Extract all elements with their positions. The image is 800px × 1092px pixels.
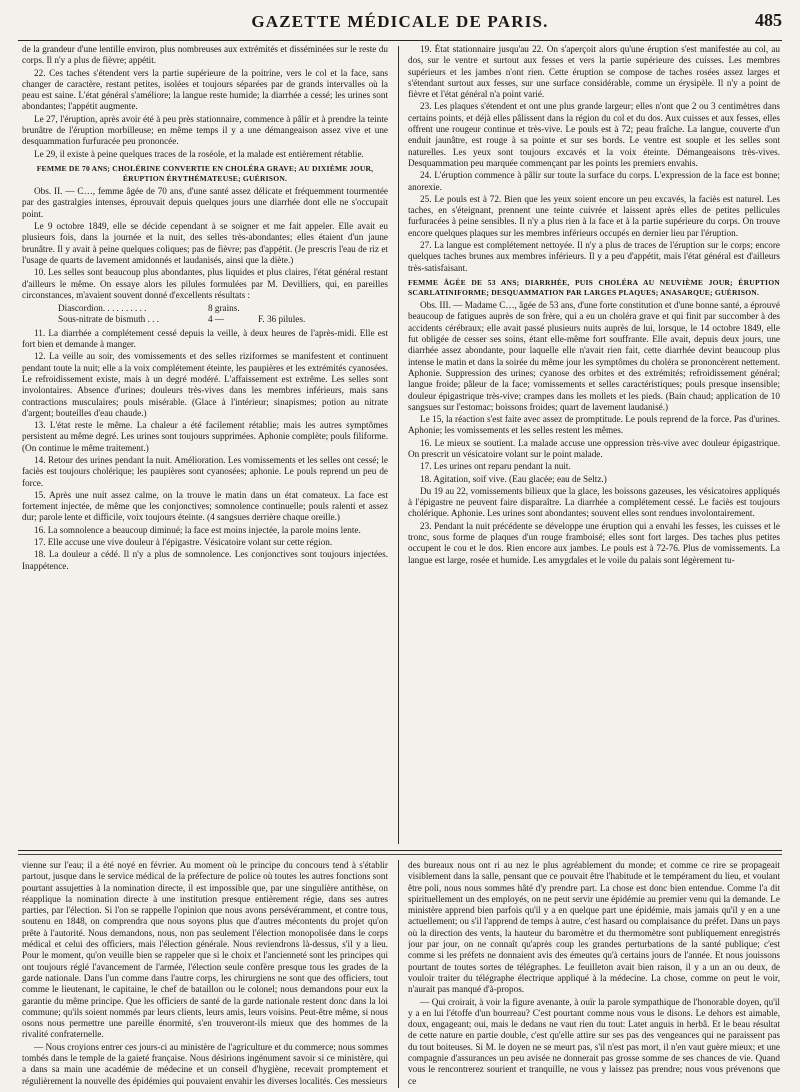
paragraph: 11. La diarrhée a complétement cessé depuis la veille, à deux heures de l'après-midi. Elle est fort bien et demande à manger. <box>22 327 388 350</box>
paragraph: 14. Retour des urines pendant la nuit. Amélioration. Les vomissements et les selles ont cessé; le faciès est toujours cholérique; les paupières sont cyanosées; aphonie. Le pouls reprend un peu de force. <box>22 454 388 488</box>
paragraph: — Qui croirait, à voir la figure avenante, à ouïr la parole sympathique de l'honorable doyen, qu'il y a en lui l'étoffe d'un bourreau? C'est pourtant comme nous vous le disons. Le dehors est aimable, doux, engageant; oui, mais le dedans ne vaut rien du tout: Latet anguis in herbâ. Et le beau résultat de cette nature en partie double, c'est qu'elle attire sur ses pas des vengeances qui ne paraissent pas du tout boiteuses. Si M. le doyen ne se meurt pas, s'il n'est pas mort, il n'en vaut guère mieux; et une compagnie d'assurances un peu avisée ne donnerait pas grosse somme de ses chances de vie. Quand vous le rencontrerez sourient et tranquille, ne vous y laissez pas prendre; nous vous prévenons que ce <box>408 996 780 1086</box>
paragraph: Le 29, il existe à peine quelques traces de la roséole, et la malade est entièrement rétablie. <box>34 148 364 159</box>
feuilleton-left-column <box>22 860 388 1086</box>
paragraph: 15. Après une nuit assez calme, on la trouve le matin dans un état comateux. La face est fortement injectée, de même que les conjonctives; somnolence continuelle; pouls ralenti et assez dur; parole lente et difficile, voix toujours éteinte. (4 sangsues derrière chaque oreille.) <box>22 489 388 523</box>
paragraph: Obs. II. — C…, femme âgée de 70 ans, d'une santé assez délicate et fréquemment tourmentée par des gastralgies intenses, éprouvait depuis quelques jours une diarrhée dont elle ne s'occupait point. <box>22 186 388 219</box>
paragraph: Obs. III. — Madame C…, âgée de 53 ans, d'une forte constitution et d'une bonne santé, a éprouvé beaucoup de fatigues auprès de son frère, qui a eu un choléra grave et qui finit par succomber à des accidents cérébraux; elle avait passé plusieurs nuits auprès de lui, lorsque, le 14 octobre 1849, elle fut obligée de cesser ses soins, étant elle-même fort souffrante. Elle avait, depuis deux jours, une diarrhée assez abondante, pour laquelle elle n'avait rien fait, cette diarrhée devint beaucoup plus intense le matin et dans la soirée du même jour les symptômes du choléra se prononcèrent nettement. Aphonie. Suppression des urines; cyanose des orbites et des extrémités; refroidissement général; langue froide; pâleur de la face; vomissements et selles caractéristiques; pouls presque insensible; douleur épigastrique très-vive; crampes dans les mollets et les pieds. (Bain chaud; application de 10 sangsues sur l'estomac; boissons froides; quart de lavement laudanisé.) <box>408 300 780 412</box>
left-column <box>22 44 388 844</box>
case-heading: FEMME ÂGÉE DE 53 ANS; DIARRHÉE, PUIS CHOLÉRA AU NEUVIÈME JOUR; ÉRUPTION SCARLATINIFORME; DESQUAMMATION PAR LARGES PLAQUES; ANASARQUE; GUÉRISON. <box>408 277 780 297</box>
feuilleton-separator <box>18 850 782 851</box>
column-divider <box>398 860 399 1088</box>
paragraph: 16. Le mieux se soutient. La malade accuse une oppression très-vive avec douleur épigastrique. On prescrit un vésicatoire volant sur le point malade. <box>408 437 780 459</box>
paragraph: Du 19 au 22, vomissements bilieux que la glace, les boissons gazeuses, les vésicatoires appliqués à l'épigastre ne peuvent faire disparaître. La diarrhée a complétement cessé. Le faciès est toujours cholérique. Aphonie. Les urines sont abondantes; souvent elles sont rendues involontairement. <box>408 485 780 519</box>
paragraph: 23. Pendant la nuit précédente se développe une éruption qui a envahi les fesses, les cuisses et le tronc, sous forme de plaques d'un rouge framboisé; elles sont fort larges. Des taches plus petites occupent le cou et le dos. Rien encore aux jambes. Le pouls est à 72-76. Plus de vomissements. La langue est large, rosée et humide. Les amygdales et le voile du palais sont légèrement tu- <box>408 520 780 565</box>
paragraph: 16. La somnolence a beaucoup diminué; la face est moins injectée, la parole moins lente. <box>34 524 361 535</box>
paragraph: 22. Ces taches s'étendent vers la partie supérieure de la poitrine, vers le col et la face, sans changer de caractère, restant petites, isolées et toujours séparées par de grands intervalles où la peau est saine. L'état général s'améliore; la langue reste humide; la diarrhée a cessé; les urines sont abondantes; l'appétit augmente. <box>22 67 388 112</box>
paragraph: 13. L'état reste le même. La chaleur a été facilement rétablie; mais les autres symptômes persistent au même degré. Les urines sont toujours supprimées. Aphonie complète; pouls filiforme. (On continue le même traitement.) <box>22 420 388 453</box>
prescription-quantity: 8 grains. <box>208 303 240 314</box>
paragraph: 17. Les urines ont reparu pendant la nuit. <box>420 461 571 472</box>
prescription <box>58 303 388 326</box>
case-heading: FEMME DE 70 ANS; CHOLÉRINE CONVERTIE EN CHOLÉRA GRAVE; AU DIXIÈME JOUR, ÉRUPTION ÉRYTHÉMATEUSE; GUÉRISON. <box>36 163 374 183</box>
prescription-formula: F. 36 pilules. <box>258 314 306 325</box>
paragraph: 18. La douleur a cédé. Il n'y a plus de somnolence. Les conjonctives sont toujours injectées. Inappétence. <box>22 549 388 571</box>
paragraph: Le 9 octobre 1849, elle se décide cependant à se soigner et me fait appeler. Elle avait eu plusieurs fois, dans la journée et la nuit, des selles très-abondantes; elles étaient d'un jaune brunâtre. Il y avait à peine quelques coliques; pas de fièvre; pas d'appétit. (Je prescris l'eau de riz et l'usage de quarts de lavement amidonnés et laudanisés, ainsi que la diète.) <box>22 221 388 265</box>
paragraph: 12. La veille au soir, des vomissements et des selles riziformes se manifestent et continuent pendant toute la nuit; elle a la voix complétement éteinte, les paupières et les extrémités cyanosées. Le refroidissement existe, mais à un degré modéré. L'affaissement est extrême. Les selles sont involontaires. Absence d'urines; douleurs très-vives dans les membres inférieurs, mais sans contractions musculaires; pouls misérable. (Glace à l'intérieur; sinapismes; potion au nitrate d'argent; bouteilles d'eau chaude.) <box>22 351 388 418</box>
paragraph: 24. L'éruption commence à pâlir sur toute la surface du corps. L'expression de la face est bonne; anorexie. <box>408 170 780 192</box>
journal-title: GAZETTE MÉDICALE DE PARIS. <box>251 12 549 31</box>
paragraph: 17. Elle accuse une vive douleur à l'épigastre. Vésicatoire volant sur cette région. <box>34 537 333 548</box>
paragraph: de la grandeur d'une lentille environ, plus nombreuses aux extrémités et disséminées sur le reste du corps. Il n'y a plus de fièvre; appétit. <box>22 44 388 66</box>
paragraph: 27. La langue est complétement nettoyée. Il n'y a plus de traces de l'éruption sur le corps; encore quelques taches brunes aux membres inférieurs. Il y a peu d'appétit, mais l'état général est d'ailleurs très-satisfaisant. <box>408 240 780 273</box>
paragraph: 19. État stationnaire jusqu'au 22. On s'aperçoit alors qu'une éruption s'est manifestée au col, au dos, sur le ventre et surtout aux fesses et vers la partie supérieure des cuisses. Les membres supérieurs et les jambes n'ont rien. Cette éruption se compose de taches rosées assez larges et s'étendant surtout aux fesses, sur une surface considérable, comme un érysipèle. Il n'y a point de fièvre et l'état général n'a point varié. <box>408 44 780 100</box>
feuilleton-right-column <box>408 860 780 1086</box>
paragraph: 18. Agitation, soif vive. (Eau glacée; eau de Seltz.) <box>420 473 607 484</box>
prescription-quantity: 4 — <box>208 314 225 325</box>
paragraph: vienne sur l'eau; il a été noyé en février. Au moment où le principe du concours tend à s'établir partout, jusque dans le service médical de la préfecture de police où toutes les autres fonctions sont pourtant assujetties à la nomination directe, il est impossible que, par une singulière antithèse, on réapplique la nomination directe à une institution presque entièrement régie, dans ses autres parties, par l'élection. Si l'on se rappelle l'opinion que nous avons persévéramment, et contre tous, soutenu en 1848, on comprendra que nous soyons plus que d'autres mécontents du projet qu'on prête à l'autorité. Nous demandons, nous, non pas seulement l'élection monopolisée dans le corps médical et celui des officiers, mais l'élection générale. Nous reviendrons là-dessus, s'il y a lieu. Pour le moment, qu'on veuille bien se rappeler que si le choix et l'ancienneté sont les principes qui ont toujours réglé l'avancement de l'armée, l'élection seule confère presque tous les grades de la garde nationale. Dans l'un comme dans l'autre corps, les chirurgiens ne sont que des officiers, tout comme le lieutenant, le capitaine, le chef de bataillon ou le colonel; nous demandons pour eux la garantie du même principe. Que les officiers de santé de la garde nationale restent donc dans la loi commune; qu'ils soient nommés par leurs clients, leurs amis, leurs voisins. Peut-être même, si nous osons nous permettre une pareille énormité, s'en trouveront-ils mieux que des hommes de la rivalité confraternelle. <box>22 860 388 1040</box>
paragraph: Le 27, l'éruption, après avoir été à peu près stationnaire, commence à pâlir et à prendre la teinte brunâtre de l'éruption morbilleuse; en même temps il y a une démangeaison assez vive et une desquammation furfuracée peu prononcée. <box>22 113 388 147</box>
paragraph: Le 15, la réaction s'est faite avec assez de promptitude. Le pouls reprend de la force. Pas d'urines. Aphonie; les vomissements et les selles restent les mêmes. <box>408 414 780 436</box>
prescription-ingredient: Diascordion. . . . . . . . . . <box>58 303 147 314</box>
feuilleton-separator-thin <box>18 854 782 855</box>
page-number: 485 <box>755 10 782 30</box>
paragraph: — Nous croyions entrer ces jours-ci au ministère de l'agriculture et du commerce; nous sommes tombés dans le temple de la gaieté française. Nous désirions ingénument savoir si ce ministère, qui a dans sa main une académie de médecine et un conseil d'hygiène, recevait promptement et régulièrement la nouvelle des épidémies qui pouvaient envahir les diverses localités. Ces messieurs <box>22 1041 388 1086</box>
paragraph: 10. Les selles sont beaucoup plus abondantes, plus liquides et plus claires, l'état général restant d'ailleurs le même. On essaye alors les pilules formulées par M. Devilliers, qui, en pareilles circonstances, m'avaient souvent donné d'excellents résultats : <box>22 267 388 300</box>
column-divider <box>398 46 399 844</box>
page-header <box>18 6 782 41</box>
paragraph: 23. Les plaques s'étendent et ont une plus grande largeur; elles n'ont que 2 ou 3 centimètres dans certains points, et déjà elles pâlissent dans la région du col et du dos. Aux cuisses et aux fesses, elles offrent une rougeur continue et très-vive. Le pouls est à 72; peau fraîche. La langue, couverte d'un enduit jaunâtre, est rouge à sa pointe et sur ses bords. Le ventre est souple et les selles sont naturelles. Les yeux sont toujours excavés et la voix éteinte. Démangeaisons très-vives. Desquammation peu marquée commençant par les points les premiers envahis. <box>408 101 780 168</box>
paragraph: des bureaux nous ont ri au nez le plus agréablement du monde; et comme ce rire se propageait visiblement dans la salle, pensant que ce pouvait être l'habitude et le tempérament du lieu, et voulant être poli, nous nous sommes hâté d'y prendre part. La chose est donc bien entendue. Comme l'a dit spirituellement un des employés, on ne peut servir une épidémie au premier venu qui la demande. Le ministère apprend bien parfois qu'il y a en quelque part une épidémie, mais jamais qu'il y en a une actuellement; ou s'il l'apprend de temps à autre, c'est hasard ou complaisance du préfet. Dans un pays où la direction des vents, la hauteur du baromètre et du thermomètre sont publiquement enregistrés jour par jour, on ne connaît qu'après coup les grandes perturbations de la santé publique; c'est comme si les préfets ne donnaient avis des émeutes qu'à certains jours de l'année. Et nous jouissons pourtant de toutes sortes de télégraphes. Le feuilleton avait bien raison, il y a un an ou deux, de vouloir traiter du télégraphe électrique appliqué à la médecine. La chose, comme on peut le voir, n'aurait pas manqué d'à-propos. <box>408 860 780 995</box>
prescription-ingredient: Sous-nitrate de bismuth . . . <box>58 314 160 325</box>
paragraph: 25. Le pouls est à 72. Bien que les yeux soient encore un peu excavés, la faciès est naturel. Les taches, en s'éteignant, prennent une teinte cuivrée et laissent après elles de petites pellicules furfuracées à peine sensibles. Il n'y a plus rien à la face et à la partie supérieure du corps. On trouve encore quelques plaques sur les membres inférieurs occupés en dernier lieu par l'éruption. <box>408 193 780 238</box>
right-column <box>408 44 780 844</box>
